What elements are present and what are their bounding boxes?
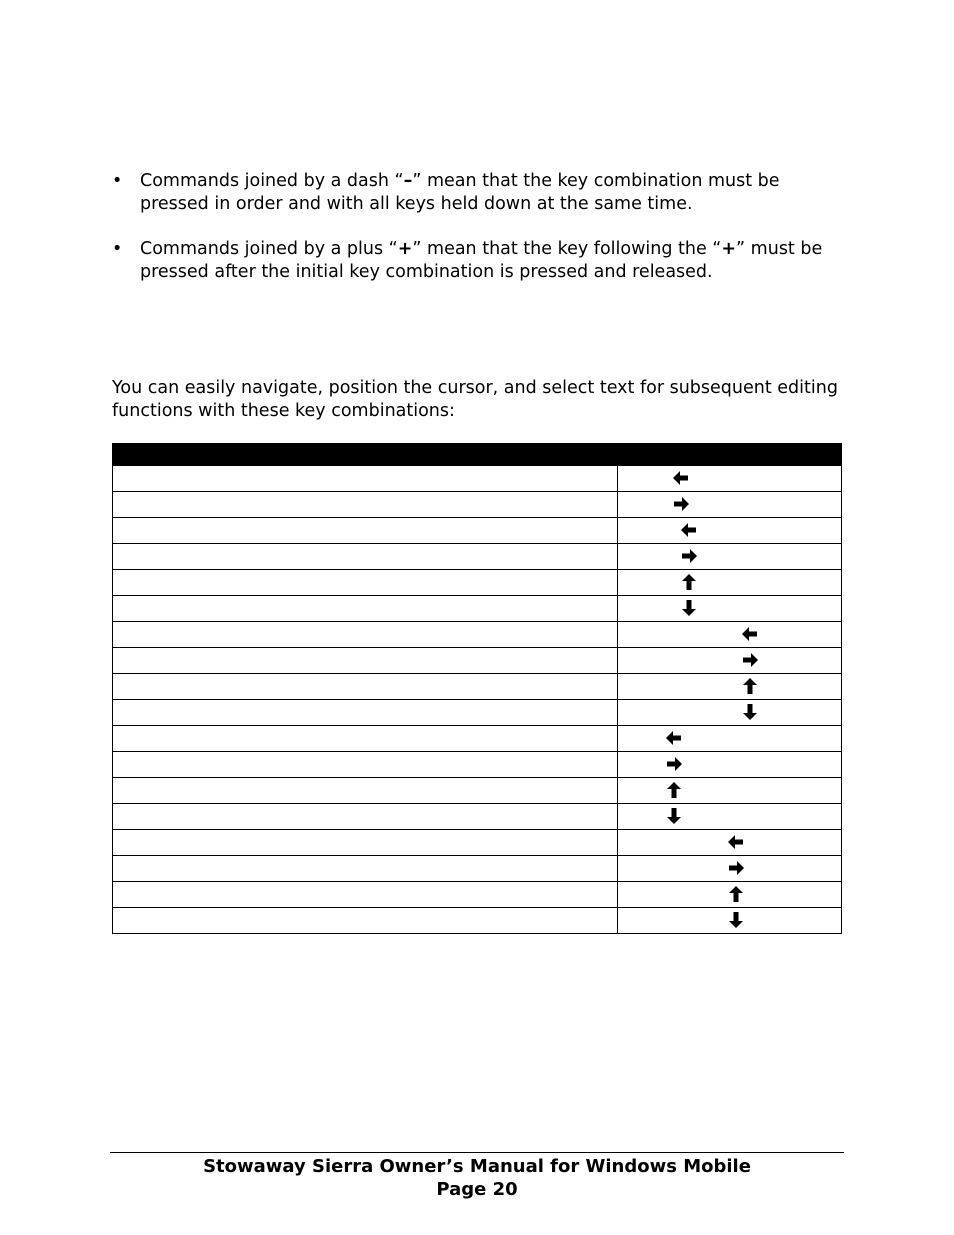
- table-row: [113, 804, 842, 830]
- keys-cell: [618, 700, 842, 726]
- right-arrow-icon: [727, 859, 745, 877]
- table-row: [113, 726, 842, 752]
- key-combination-table: [112, 443, 842, 934]
- keys-cell: [618, 570, 842, 596]
- keys-cell: [618, 544, 842, 570]
- bullet-text-mid: ” mean that the key following the “: [412, 239, 722, 259]
- function-cell: [113, 622, 618, 648]
- keys-cell: [618, 856, 842, 882]
- function-cell: [113, 882, 618, 908]
- plus-symbol: +: [397, 239, 413, 259]
- bullet-text-pre: Commands joined by a plus “: [140, 239, 398, 259]
- footer-divider: [110, 1152, 844, 1153]
- function-cell: [113, 804, 618, 830]
- keys-cell: [618, 804, 842, 830]
- function-cell: [113, 544, 618, 570]
- plus-symbol: +: [721, 239, 737, 259]
- table-row: [113, 648, 842, 674]
- bullet-dot: •: [112, 239, 123, 259]
- bullet-list: [112, 170, 852, 306]
- table-row: [113, 856, 842, 882]
- table-row: [113, 778, 842, 804]
- table-row: [113, 544, 842, 570]
- footer-title: Stowaway Sierra Owner’s Manual for Windows Mobile: [203, 1156, 751, 1177]
- table-header-row: [113, 444, 842, 466]
- keys-cell: [618, 622, 842, 648]
- function-cell: [113, 908, 618, 934]
- right-arrow-icon: [741, 651, 759, 669]
- function-cell: [113, 778, 618, 804]
- header-function: [113, 444, 618, 466]
- keys-cell: [618, 596, 842, 622]
- down-arrow-icon: [665, 807, 683, 825]
- table-row: [113, 830, 842, 856]
- table-row: [113, 596, 842, 622]
- function-cell: [113, 466, 618, 492]
- table-row: [113, 622, 842, 648]
- page-number: Page 20: [436, 1179, 518, 1200]
- keys-cell: [618, 492, 842, 518]
- keys-cell: [618, 830, 842, 856]
- function-cell: [113, 752, 618, 778]
- table-row: [113, 908, 842, 934]
- function-cell: [113, 856, 618, 882]
- function-cell: [113, 596, 618, 622]
- function-cell: [113, 700, 618, 726]
- bullet-dot: •: [112, 171, 123, 191]
- bullet-text-pre: Commands joined by a dash “: [140, 171, 404, 191]
- down-arrow-icon: [727, 911, 745, 929]
- up-arrow-icon: [680, 573, 698, 591]
- bullet-text-post: ” must be pressed after the initial key combination is pressed and released.: [140, 239, 823, 282]
- table-row: [113, 752, 842, 778]
- function-cell: [113, 726, 618, 752]
- up-arrow-icon: [727, 885, 745, 903]
- table-row: [113, 570, 842, 596]
- keys-cell: [618, 466, 842, 492]
- keys-cell: [618, 726, 842, 752]
- function-cell: [113, 570, 618, 596]
- table-row: [113, 882, 842, 908]
- keys-cell: [618, 882, 842, 908]
- function-cell: [113, 648, 618, 674]
- bullet-plus-rule: [112, 238, 852, 284]
- table-row: [113, 674, 842, 700]
- intro-paragraph: You can easily navigate, position the cursor, and select text for subsequent editing functions with these key combinations:: [112, 378, 838, 421]
- table-row: [113, 466, 842, 492]
- left-arrow-icon: [727, 833, 745, 851]
- left-arrow-icon: [672, 469, 690, 487]
- left-arrow-icon: [741, 625, 759, 643]
- header-keys: [618, 444, 842, 466]
- keys-cell: [618, 674, 842, 700]
- function-cell: [113, 518, 618, 544]
- page-footer: [110, 1155, 844, 1201]
- down-arrow-icon: [680, 599, 698, 617]
- function-cell: [113, 492, 618, 518]
- function-cell: [113, 830, 618, 856]
- table-row: [113, 492, 842, 518]
- keys-cell: [618, 518, 842, 544]
- keys-cell: [618, 908, 842, 934]
- keys-cell: [618, 778, 842, 804]
- bullet-dash-rule: [112, 170, 852, 216]
- function-cell: [113, 674, 618, 700]
- bullet-text-post: ” mean that the key combination must be pressed in order and with all keys held down at the same time.: [140, 171, 780, 214]
- up-arrow-icon: [741, 677, 759, 695]
- right-arrow-icon: [672, 495, 690, 513]
- left-arrow-icon: [665, 729, 683, 747]
- keys-cell: [618, 752, 842, 778]
- table-row: [113, 700, 842, 726]
- dash-symbol: –: [403, 171, 413, 191]
- up-arrow-icon: [665, 781, 683, 799]
- keys-cell: [618, 648, 842, 674]
- table-row: [113, 518, 842, 544]
- left-arrow-icon: [680, 521, 698, 539]
- down-arrow-icon: [741, 703, 759, 721]
- right-arrow-icon: [680, 547, 698, 565]
- right-arrow-icon: [665, 755, 683, 773]
